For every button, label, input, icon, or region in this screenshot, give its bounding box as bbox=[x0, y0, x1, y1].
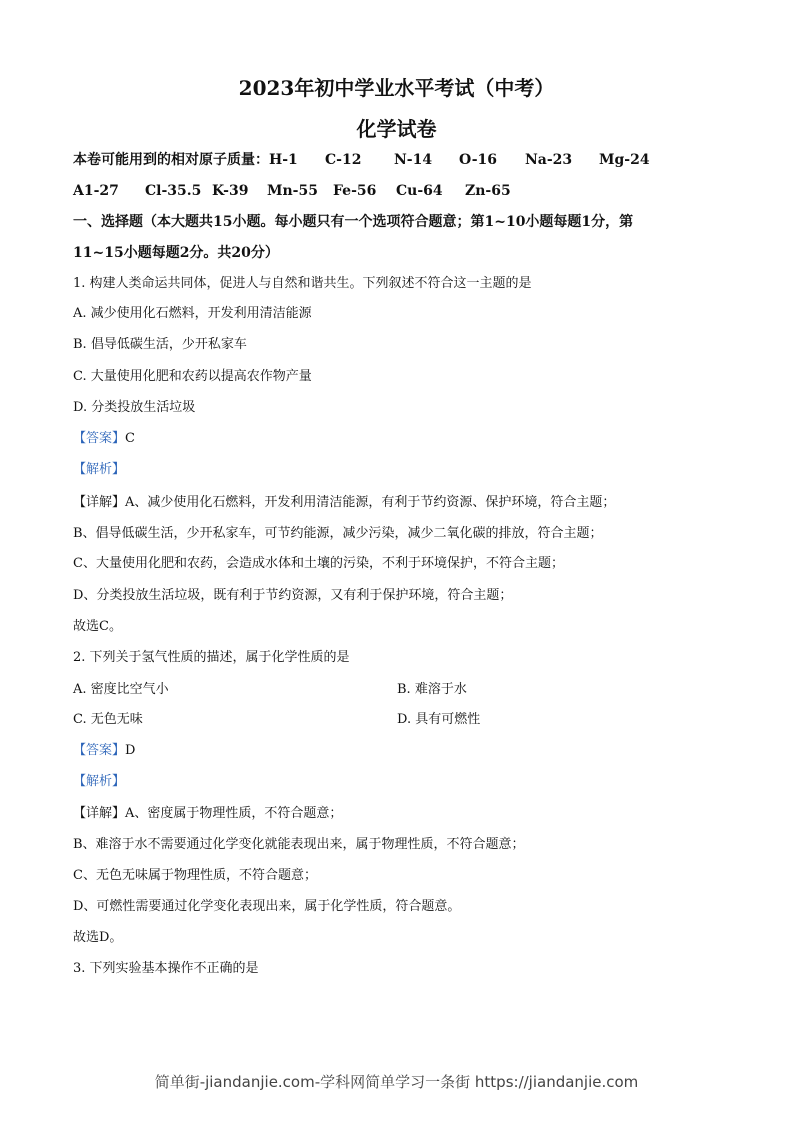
atomic-mass: H-1 bbox=[269, 152, 298, 168]
q2-detail-b: B、难溶于水不需要通过化学变化就能表现出来，属于物理性质，不符合题意； bbox=[73, 837, 525, 852]
q1-option-d: D. 分类投放生活垃圾 bbox=[73, 400, 196, 415]
atomic-mass: O-16 bbox=[459, 152, 498, 168]
atomic-masses-label: 本卷可能用到的相对原子质量： bbox=[73, 152, 269, 168]
detail-tag: 【详解】 bbox=[73, 495, 126, 510]
atomic-mass: Cu-64 bbox=[396, 183, 443, 199]
detail-text: A、减少使用化石燃料，开发利用清洁能源，有利于节约资源、保护环境，符合主题； bbox=[125, 495, 616, 510]
atomic-mass: Na-23 bbox=[525, 152, 573, 168]
q1-detail-d: D、分类投放生活垃圾，既有利于节约资源，又有利于保护环境，符合主题； bbox=[73, 588, 513, 603]
q2-analysis-tag: 【解析】 bbox=[73, 774, 126, 789]
detail-tag: 【详解】 bbox=[73, 806, 126, 821]
atomic-mass: Mn-55 bbox=[267, 183, 318, 199]
q1-option-a: A. 减少使用化石燃料，开发利用清洁能源 bbox=[73, 306, 312, 321]
page-subtitle: 化学试卷 bbox=[356, 117, 437, 141]
q1-detail-b: B、倡导低碳生活，少开私家车，可节约能源，减少污染，减少二氧化碳的排放，符合主题； bbox=[73, 526, 603, 541]
q2-detail-c: C、无色无味属于物理性质，不符合题意； bbox=[73, 868, 317, 883]
q1-option-c: C. 大量使用化肥和农药以提高农作物产量 bbox=[73, 369, 312, 384]
q2-conclusion: 故选D。 bbox=[73, 930, 123, 945]
answer-tag: 【答案】 bbox=[73, 743, 126, 758]
section-heading-line1: 一、选择题（本大题共15小题。每小题只有一个选项符合题意；第1~10小题每题1分，第 bbox=[73, 214, 634, 230]
atomic-mass: Mg-24 bbox=[599, 152, 650, 168]
atomic-masses-row2 bbox=[73, 183, 511, 199]
q1-detail-a bbox=[73, 495, 615, 511]
q2-detail-d: D、可燃性需要通过化学变化表现出来，属于化学性质，符合题意。 bbox=[73, 899, 461, 914]
answer-value: D bbox=[125, 743, 136, 758]
q1-conclusion: 故选C。 bbox=[73, 619, 122, 634]
atomic-masses-row1 bbox=[73, 152, 650, 168]
q2-stem: 2. 下列关于氢气性质的描述，属于化学性质的是 bbox=[73, 650, 350, 665]
page-title: 2023年初中学业水平考试（中考） bbox=[238, 76, 555, 100]
answer-value: C bbox=[125, 431, 135, 446]
section-heading-line2: 11~15小题每题2分。共20分） bbox=[73, 245, 279, 261]
atomic-mass: N-14 bbox=[394, 152, 433, 168]
atomic-mass: A1-27 bbox=[73, 183, 119, 199]
atomic-mass: Zn-65 bbox=[465, 183, 511, 199]
q1-answer bbox=[73, 431, 135, 447]
q2-answer bbox=[73, 743, 135, 759]
q1-analysis-tag: 【解析】 bbox=[73, 462, 126, 477]
atomic-mass: Fe-56 bbox=[333, 183, 377, 199]
answer-tag: 【答案】 bbox=[73, 431, 126, 446]
footer-watermark: 简单街-jiandanjie.com-学科网简单学习一条街 https://jiandanjie.com bbox=[154, 1073, 639, 1091]
q1-stem: 1. 构建人类命运共同体，促进人与自然和谐共生。下列叙述不符合这一主题的是 bbox=[73, 276, 532, 291]
q2-option-b: B. 难溶于水 bbox=[397, 682, 467, 697]
atomic-mass: Cl-35.5 bbox=[145, 183, 202, 199]
q1-option-b: B. 倡导低碳生活，少开私家车 bbox=[73, 337, 247, 352]
detail-text: A、密度属于物理性质，不符合题意； bbox=[125, 806, 343, 821]
q2-detail-a bbox=[73, 806, 342, 822]
q2-option-c: C. 无色无味 bbox=[73, 712, 143, 727]
q2-option-d: D. 具有可燃性 bbox=[397, 712, 481, 727]
q3-stem: 3. 下列实验基本操作不正确的是 bbox=[73, 961, 259, 976]
q1-detail-c: C、大量使用化肥和农药，会造成水体和土壤的污染，不利于环境保护，不符合主题； bbox=[73, 556, 564, 571]
atomic-mass: C-12 bbox=[325, 152, 362, 168]
q2-option-a: A. 密度比空气小 bbox=[73, 682, 169, 697]
atomic-mass: K-39 bbox=[212, 183, 249, 199]
